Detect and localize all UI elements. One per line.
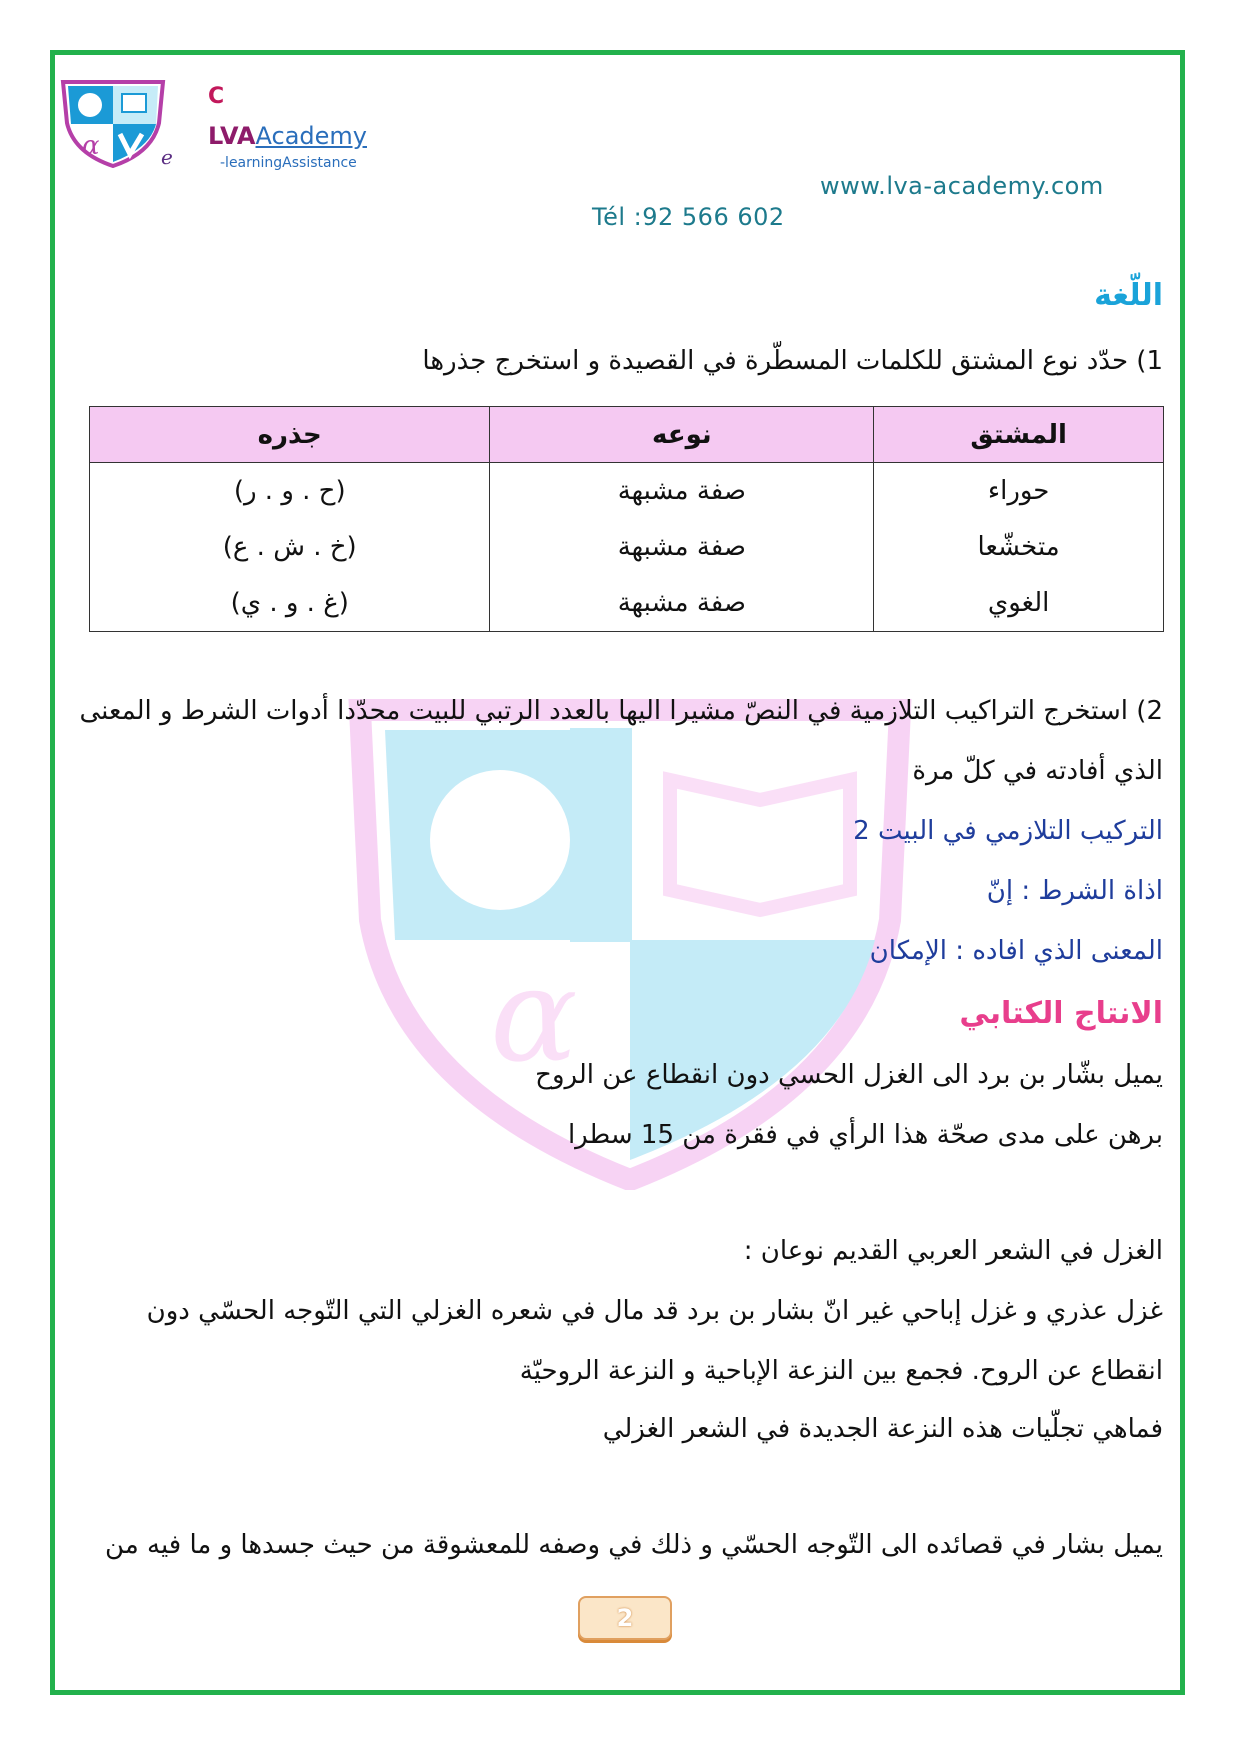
writing-prompt-line-1: يميل بشّار بن برد الى الغزل الحسي دون انقطاع عن الروح <box>535 1060 1163 1090</box>
cell-derived: متخشّعا <box>874 519 1164 575</box>
header-type: نوعه <box>490 407 874 463</box>
header-derived: المشتق <box>874 407 1164 463</box>
brand-name <box>208 122 367 150</box>
section-title-language: اللّغة <box>1094 278 1163 313</box>
answer-line-3: المعنى الذي افاده : الإمكان <box>869 936 1163 966</box>
paragraph-line-5: يميل بشار في قصائده الى التّوجه الحسّي و ذلك في وصفه للمعشوقة من حيث جسدها و ما فيه من <box>105 1530 1163 1560</box>
paragraph-line-1: الغزل في الشعر العربي القديم نوعان : <box>743 1236 1163 1266</box>
paragraph-line-4: فماهي تجلّيات هذه النزعة الجديدة في الشعر الغزلي <box>602 1414 1163 1444</box>
cell-derived: حوراء <box>874 463 1164 520</box>
cell-root: (غ . و . ي) <box>90 575 490 632</box>
svg-text:α: α <box>82 131 100 161</box>
table-row <box>90 519 1164 575</box>
website-link[interactable]: www.lva-academy.com <box>820 172 1104 200</box>
brand-lva: LVA <box>208 122 256 150</box>
page-border <box>50 50 1185 1695</box>
cell-derived: الغوي <box>874 575 1164 632</box>
cell-type: صفة مشبهة <box>490 463 874 520</box>
table-header-row <box>90 407 1164 463</box>
table-row <box>90 463 1164 520</box>
brand-subtitle: -learningAssistance <box>220 155 357 171</box>
header-root: جذره <box>90 407 490 463</box>
question-2-line-2: الذي أفادته في كلّ مرة <box>912 756 1163 786</box>
logo-e-letter: e <box>161 145 173 169</box>
derivatives-table <box>89 406 1164 632</box>
section-title-writing: الانتاج الكتابي <box>959 996 1163 1031</box>
answer-line-2: اذاة الشرط : إنّ <box>986 876 1163 906</box>
table-row <box>90 575 1164 632</box>
phone-number: Tél :92 566 602 <box>592 203 785 231</box>
cell-type: صفة مشبهة <box>490 519 874 575</box>
paragraph-line-2: غزل عذري و غزل إباحي غير انّ بشار بن برد قد مال في شعره الغزلي التي التّوجه الحسّي دون <box>146 1296 1163 1326</box>
brand-letter: C <box>208 84 225 109</box>
writing-prompt-line-2: برهن على مدى صحّة هذا الرأي في فقرة من 15 سطرا <box>567 1120 1163 1150</box>
question-1: 1) حدّد نوع المشتق للكلمات المسطّرة في القصيدة و استخرج جذرها <box>422 346 1163 376</box>
academy-logo-icon <box>58 78 168 168</box>
svg-text:α: α <box>490 939 578 1091</box>
question-2-line-1: 2) استخرج التراكيب التلازمية في النصّ مشيرا اليها بالعدد الرتبي للبيت محدّدا أدوات الشرط و المعنى <box>79 696 1163 726</box>
brand-academy-link[interactable]: Academy <box>255 122 367 150</box>
cell-type: صفة مشبهة <box>490 575 874 632</box>
paragraph-line-3: انقطاع عن الروح. فجمع بين النزعة الإباحية و النزعة الروحيّة <box>519 1356 1163 1386</box>
cell-root: (ح . و . ر) <box>90 463 490 520</box>
page-number: 2 <box>578 1596 672 1640</box>
answer-line-1: التركيب التلازمي في البيت 2 <box>853 816 1163 846</box>
cell-root: (خ . ش . ع) <box>90 519 490 575</box>
